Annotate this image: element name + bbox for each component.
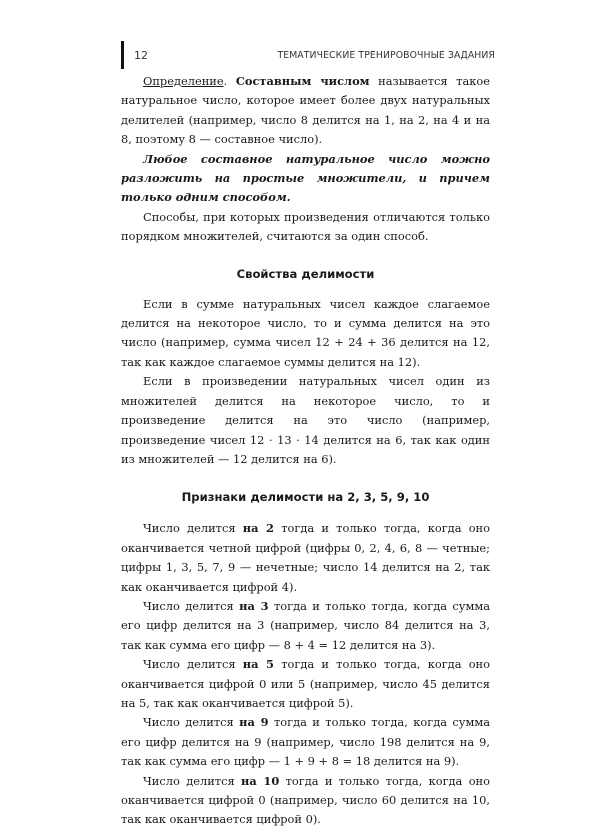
rule-div-2: Число делится на 2 тогда и только тогда, когда оно оканчивается четной цифрой (цифры 0, 2, 4, 6, 8 — четные; цифры 1, 3, 5, 7, 9 — нечетные; число 14 делится на 2, так как оканчивается цифрой 4).	[121, 521, 491, 594]
page-header	[121, 41, 495, 69]
rule-div-10: Число делится на 10 тогда и только тогда, когда оно оканчивается цифрой 0 (например, число 60 делится на 10, так как оканчивается цифрой 0).	[121, 773, 490, 827]
header-rule	[121, 41, 124, 69]
definition-term: Составным числом	[235, 74, 370, 88]
rule-div-9: Число делится на 9 тогда и только тогда, когда сумма его цифр делится на 9 (например, число 198 делится на 9, так как сумма его цифр — 1 + 9 + 8 = 18 делится на 9).	[121, 715, 491, 769]
sum-property-paragraph: Если в сумме натуральных чисел каждое слагаемое делится на некоторое число, то и сумма делится на это число (например, сумма чисел 12 + 24 + 36 делится на 12, так как каждое слагаемое суммы делится на 12).	[121, 296, 490, 369]
page-number: 12	[134, 49, 148, 62]
definition-label: Определение	[143, 74, 224, 88]
page-body	[121, 72, 490, 830]
definition-paragraph: Определение. Составным числом называется такое натуральное число, которое имеет более двух натуральных делителей (например, число 8 делится на 1, на 2, на 4 и на 8, поэтому 8 — составное число).	[121, 74, 490, 147]
section-title-divisibility-properties: Свойства делимости	[236, 266, 375, 281]
rule-div-5: Число делится на 5 тогда и только тогда, когда оно оканчивается цифрой 0 или 5 (например, число 45 делится на 5, так как оканчивается цифрой 5).	[121, 657, 491, 710]
book-page	[121, 0, 495, 827]
section-title-divisibility-rules: Признаки делимости на 2, 3, 5, 9, 10	[181, 490, 430, 505]
factorization-note: Способы, при которых произведения отличаются только порядком множителей, считаются за один способ.	[121, 209, 490, 244]
running-head: ТЕМАТИЧЕСКИЕ ТРЕНИРОВОЧНЫЕ ЗАДАНИЯ	[277, 50, 495, 61]
rule-div-3: Число делится на 3 тогда и только тогда, когда сумма его цифр делится на 3 (например, число 84 делится на 3, так как сумма его цифр — 8 + 4 = 12 делится на 3).	[121, 598, 491, 652]
factorization-statement: Любое составное натуральное число можно разложить на простые множители, и причем только одним способом.	[121, 151, 490, 205]
definition-text: называется такое натуральное число, которое имеет более двух натуральных делителей (например, число 8 делится на 1, на 2, на 4 и на 8, поэтому 8 — составное число).	[121, 74, 490, 147]
product-property-paragraph: Если в произведении натуральных чисел один из множителей делится на некоторое число, то и произведение делится на это число (например, произведение чисел 12 · 13 · 14 делится на 6, так как один из множителей — 12 делится на 6).	[121, 374, 490, 466]
